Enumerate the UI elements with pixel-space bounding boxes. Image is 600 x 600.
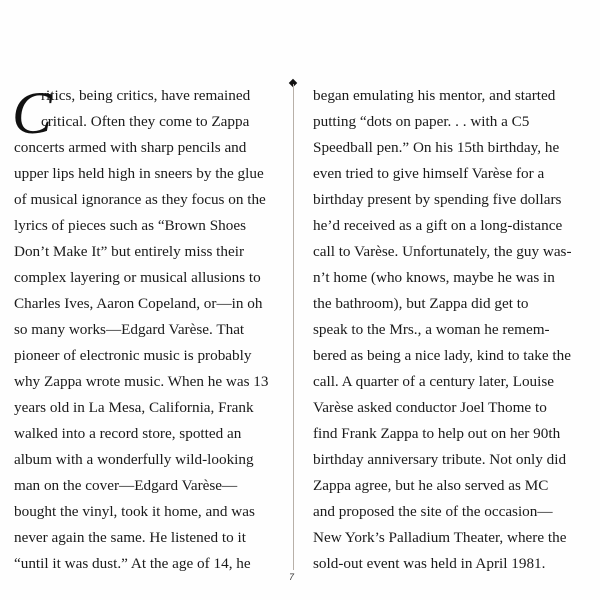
text-line: Don’t Make It” but entirely miss their xyxy=(14,243,245,260)
column-divider xyxy=(293,84,294,570)
text-line: Varèse asked conductor Joel Thome to xyxy=(313,399,547,416)
text-line: speak to the Mrs., a woman he remem- xyxy=(313,321,550,338)
text-line: he’d received as a gift on a long-distance xyxy=(313,217,563,234)
text-line: call. A quarter of a century later, Louise xyxy=(313,373,555,390)
text-line: call to Varèse. Unfortunately, the guy was- xyxy=(313,243,572,260)
right-column xyxy=(313,83,574,577)
text-line: man on the cover—Edgard Varèse— xyxy=(14,477,238,494)
text-line: upper lips held high in sneers by the glue xyxy=(14,165,264,182)
text-line: and proposed the site of the occasion— xyxy=(313,503,553,520)
text-line: complex layering or musical allusions to xyxy=(14,269,261,286)
text-line: lyrics of pieces such as “Brown Shoes xyxy=(14,217,246,234)
text-line: putting “dots on paper. . . with a C5 xyxy=(313,113,530,130)
text-line: Speedball pen.” On his 15th birthday, he xyxy=(313,139,560,156)
text-line: concerts armed with sharp pencils and xyxy=(14,139,247,156)
text-line: years old in La Mesa, California, Frank xyxy=(14,399,254,416)
left-column xyxy=(12,80,275,577)
text-line: Zappa agree, but he also served as MC xyxy=(313,477,549,494)
text-line: album with a wonderfully wild-looking xyxy=(14,451,254,468)
text-line: New York’s Palladium Theater, where the xyxy=(313,529,567,546)
text-line: ritics, being critics, have remained xyxy=(41,87,251,104)
text-line: “until it was dust.” At the age of 14, he xyxy=(14,555,251,572)
page-number: 7 xyxy=(289,572,295,582)
text-line: so many works—Edgard Varèse. That xyxy=(14,321,245,338)
text-line: critical. Often they come to Zappa xyxy=(41,113,250,130)
text-line: n’t home (who knows, maybe he was in xyxy=(313,269,555,286)
drop-cap: C xyxy=(12,80,53,146)
text-line: even tried to give himself Varèse for a xyxy=(313,165,545,182)
text-line: bered as being a nice lady, kind to take the xyxy=(313,347,571,364)
text-line: bought the vinyl, took it home, and was xyxy=(14,503,255,520)
text-line: of musical ignorance as they focus on the xyxy=(14,191,266,208)
text-line: sold-out event was held in April 1981. xyxy=(313,555,546,572)
text-line: why Zappa wrote music. When he was 13 xyxy=(14,373,269,390)
drop-cap-lines xyxy=(14,83,275,135)
text-line: Charles Ives, Aaron Copeland, or—in oh xyxy=(14,295,263,312)
text-line: never again the same. He listened to it xyxy=(14,529,246,546)
text-line: pioneer of electronic music is probably xyxy=(14,347,252,364)
text-line: find Frank Zappa to help out on her 90th xyxy=(313,425,561,442)
text-line: walked into a record store, spotted an xyxy=(14,425,242,442)
text-line: birthday anniversary tribute. Not only did xyxy=(313,451,567,468)
text-line: began emulating his mentor, and started xyxy=(313,87,556,104)
text-line: the bathroom), but Zappa did get to xyxy=(313,295,529,312)
text-line: birthday present by spending five dollars xyxy=(313,191,562,208)
